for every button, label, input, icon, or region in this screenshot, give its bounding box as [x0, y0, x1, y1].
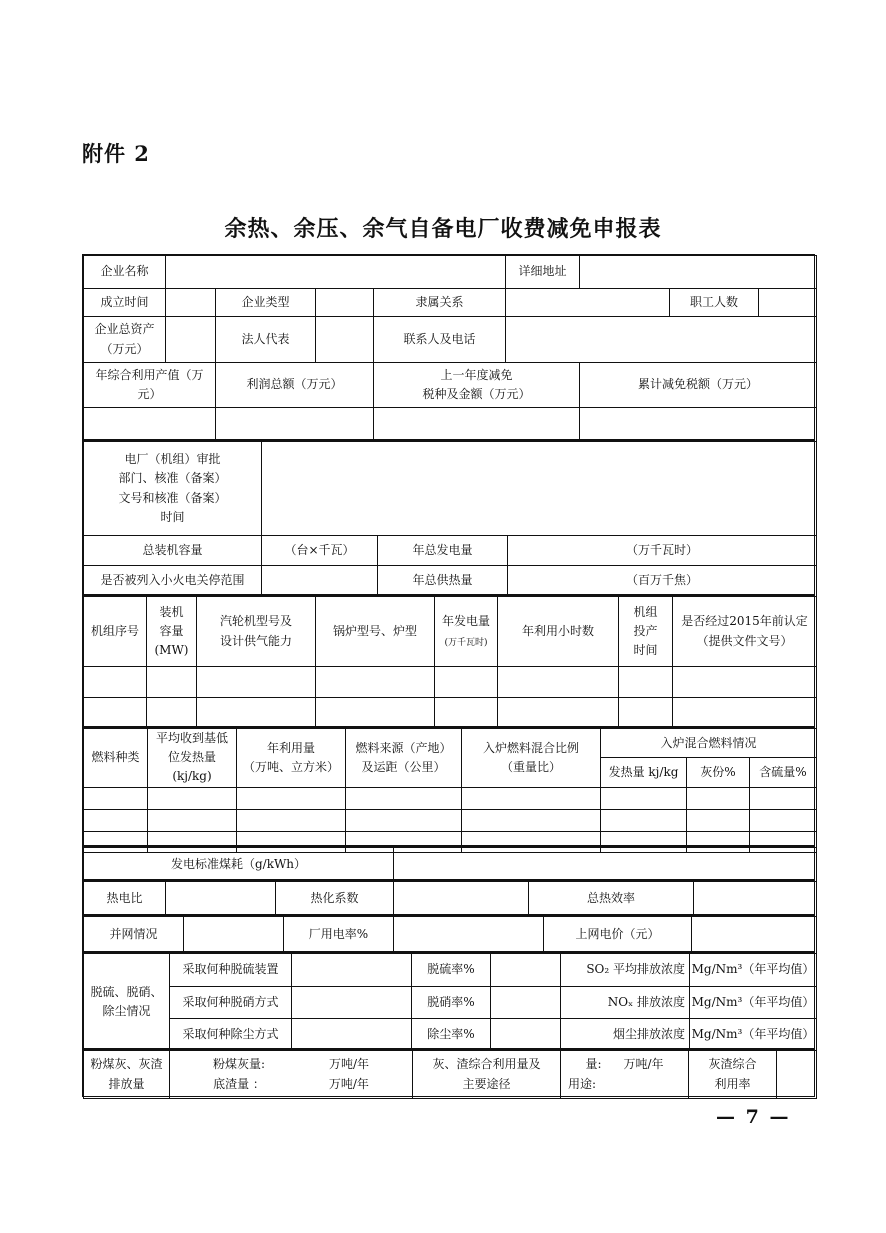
annual-gen-label: 年总发电量	[378, 536, 508, 566]
gen-header-label: 年发电量	[441, 614, 490, 629]
table-row	[84, 698, 817, 729]
section-approval	[82, 440, 815, 595]
table-row	[84, 809, 817, 831]
ash-rate-field[interactable]	[777, 1051, 817, 1099]
slag-label: 底渣量 ：	[213, 1076, 265, 1091]
section-emissions	[82, 952, 815, 1049]
certified-header: 是否经过2015年前认定 （提供文件文号）	[673, 597, 817, 667]
contact-field[interactable]	[506, 317, 817, 363]
grid-label: 并网情况	[84, 917, 184, 954]
contact-label: 联系人及电话	[374, 317, 506, 363]
so2-label: SO₂ 平均排放浓度	[561, 954, 690, 987]
dust-rate-field[interactable]	[491, 1019, 561, 1051]
company-name-label: 企业名称	[84, 256, 166, 289]
small-plant-label: 是否被列入小火电关停范围	[84, 566, 262, 597]
unit-seq-header: 机组序号	[84, 597, 147, 667]
ash-utilization-field[interactable]	[561, 1051, 689, 1099]
fuel-annual-header: 年利用量 （万吨、立方米）	[237, 729, 346, 788]
company-name-field[interactable]	[166, 256, 506, 289]
heat-supply-label: 年总供热量	[378, 566, 508, 597]
annual-gen-unit: （万千瓦时）	[508, 536, 817, 566]
address-label: 详细地址	[506, 256, 580, 289]
commission-header: 机组 投产 时间	[619, 597, 673, 667]
coal-consumption-label: 发电标准煤耗（g/kWh）	[84, 848, 394, 882]
amount-label: 量:	[585, 1057, 602, 1072]
attachment-label: 附件 2	[82, 141, 150, 166]
legal-rep-field[interactable]	[316, 317, 374, 363]
ash-label: 粉煤灰、灰渣 排放量	[84, 1051, 170, 1099]
mixed-fuel-header: 入炉混合燃料情况	[601, 729, 817, 758]
desulf-rate-field[interactable]	[491, 954, 561, 987]
fuel-type-header: 燃料种类	[84, 729, 148, 788]
page-number: — 7 —	[716, 1106, 791, 1128]
denitr-field[interactable]	[292, 987, 412, 1019]
boiler-header: 锅炉型号、炉型	[316, 597, 435, 667]
heat-ratio-field[interactable]	[166, 882, 276, 917]
grid-price-label: 上网电价（元）	[544, 917, 692, 954]
dust-label: 采取何种除尘方式	[170, 1019, 292, 1051]
fly-ash-label: 粉煤灰量:	[212, 1057, 265, 1072]
assets-field[interactable]	[166, 317, 216, 363]
desulf-label: 采取何种脱硫装置	[170, 954, 292, 987]
company-type-label: 企业类型	[216, 289, 316, 317]
company-type-field[interactable]	[316, 289, 374, 317]
heat-coefficient-field[interactable]	[394, 882, 529, 917]
self-use-field[interactable]	[394, 917, 544, 954]
cumulative-reduction-field[interactable]	[580, 408, 817, 442]
so2-unit: Mg/Nm³（年平均值）	[690, 954, 817, 987]
denitr-rate-field[interactable]	[491, 987, 561, 1019]
unit-capacity-header: 装机 容量 (MW)	[147, 597, 197, 667]
ash-rate-label: 灰渣综合 利用率	[689, 1051, 777, 1099]
small-plant-field[interactable]	[262, 566, 378, 597]
nox-label: NOₓ 排放浓度	[561, 987, 690, 1019]
section-ash	[82, 1049, 815, 1097]
grid-field[interactable]	[184, 917, 284, 954]
slag-unit: 万吨/年	[328, 1076, 369, 1091]
dust-field[interactable]	[292, 1019, 412, 1051]
section-coal	[82, 846, 815, 880]
profit-field[interactable]	[216, 408, 374, 442]
dust-rate-label: 除尘率%	[412, 1019, 491, 1051]
affiliation-label: 隶属关系	[374, 289, 506, 317]
legal-rep-label: 法人代表	[216, 317, 316, 363]
employees-field[interactable]	[759, 289, 817, 317]
heat-ratio-label: 热电比	[84, 882, 166, 917]
desulf-field[interactable]	[292, 954, 412, 987]
affiliation-field[interactable]	[506, 289, 670, 317]
assets-label: 企业总资产 （万元）	[84, 317, 166, 363]
approval-label: 电厂（机组）审批 部门、核准（备案） 文号和核准（备案） 时间	[84, 442, 262, 536]
section-units	[82, 595, 815, 727]
heat-efficiency-field[interactable]	[694, 882, 817, 917]
output-field[interactable]	[84, 408, 216, 442]
prev-reduction-field[interactable]	[374, 408, 580, 442]
denitr-rate-label: 脱硝率%	[412, 987, 491, 1019]
self-use-label: 厂用电率%	[284, 917, 394, 954]
form-title: 余热、余压、余气自备电厂收费减免申报表	[224, 216, 662, 242]
capacity-label: 总装机容量	[84, 536, 262, 566]
emission-label: 脱硫、脱硝、 除尘情况	[84, 954, 170, 1051]
section-company-info	[82, 254, 815, 440]
table-row	[84, 667, 817, 698]
ash-utilization-label: 灰、渣综合利用量及 主要途径	[413, 1051, 561, 1099]
fuel-source-header: 燃料来源（产地） 及运距（公里）	[346, 729, 462, 788]
section-grid	[82, 915, 815, 952]
ash-header: 灰份%	[687, 758, 750, 787]
grid-price-field[interactable]	[692, 917, 817, 954]
employees-label: 职工人数	[670, 289, 759, 317]
sulfur-header: 含硫量%	[750, 758, 817, 787]
fuel-mix-header: 入炉燃料混合比例 （重量比）	[462, 729, 601, 788]
turbine-header: 汽轮机型号及 设计供气能力	[197, 597, 316, 667]
approval-field[interactable]	[262, 442, 817, 536]
heat-supply-unit: （百万千焦）	[508, 566, 817, 597]
capacity-unit: （台×千瓦）	[262, 536, 378, 566]
smoke-unit: Mg/Nm³（年平均值）	[690, 1019, 817, 1051]
nox-unit: Mg/Nm³（年平均值）	[690, 987, 817, 1019]
mixed-heat-header: 发热量 kj/kg	[601, 758, 687, 787]
section-fuel	[82, 727, 815, 846]
denitr-label: 采取何种脱硝方式	[170, 987, 292, 1019]
purpose-label: 用途:	[568, 1076, 597, 1091]
output-label: 年综合利用产值（万 元）	[84, 363, 216, 408]
heat-coefficient-label: 热化系数	[276, 882, 394, 917]
gen-header	[435, 597, 498, 667]
desulf-rate-label: 脱硫率%	[412, 954, 491, 987]
section-heat	[82, 880, 815, 915]
founded-label: 成立时间	[84, 289, 166, 317]
table-row	[84, 787, 817, 809]
profit-label: 利润总额（万元）	[216, 363, 374, 408]
smoke-label: 烟尘排放浓度	[561, 1019, 690, 1051]
fly-ash-unit: 万吨/年	[329, 1057, 370, 1072]
heat-efficiency-label: 总热效率	[529, 882, 694, 917]
cumulative-reduction-label: 累计减免税额（万元）	[580, 363, 817, 408]
coal-consumption-field[interactable]	[394, 848, 817, 882]
amount-unit: 万吨/年	[623, 1057, 664, 1072]
founded-field[interactable]	[166, 289, 216, 317]
ash-amounts[interactable]	[170, 1051, 413, 1099]
hours-header: 年利用小时数	[498, 597, 619, 667]
fuel-heat-header: 平均收到基低 位发热量 (kj/kg)	[148, 729, 237, 788]
gen-header-unit: (万千瓦时)	[444, 637, 488, 648]
address-field[interactable]	[580, 256, 817, 289]
prev-reduction-label: 上一年度减免 税种及金额（万元）	[374, 363, 580, 408]
